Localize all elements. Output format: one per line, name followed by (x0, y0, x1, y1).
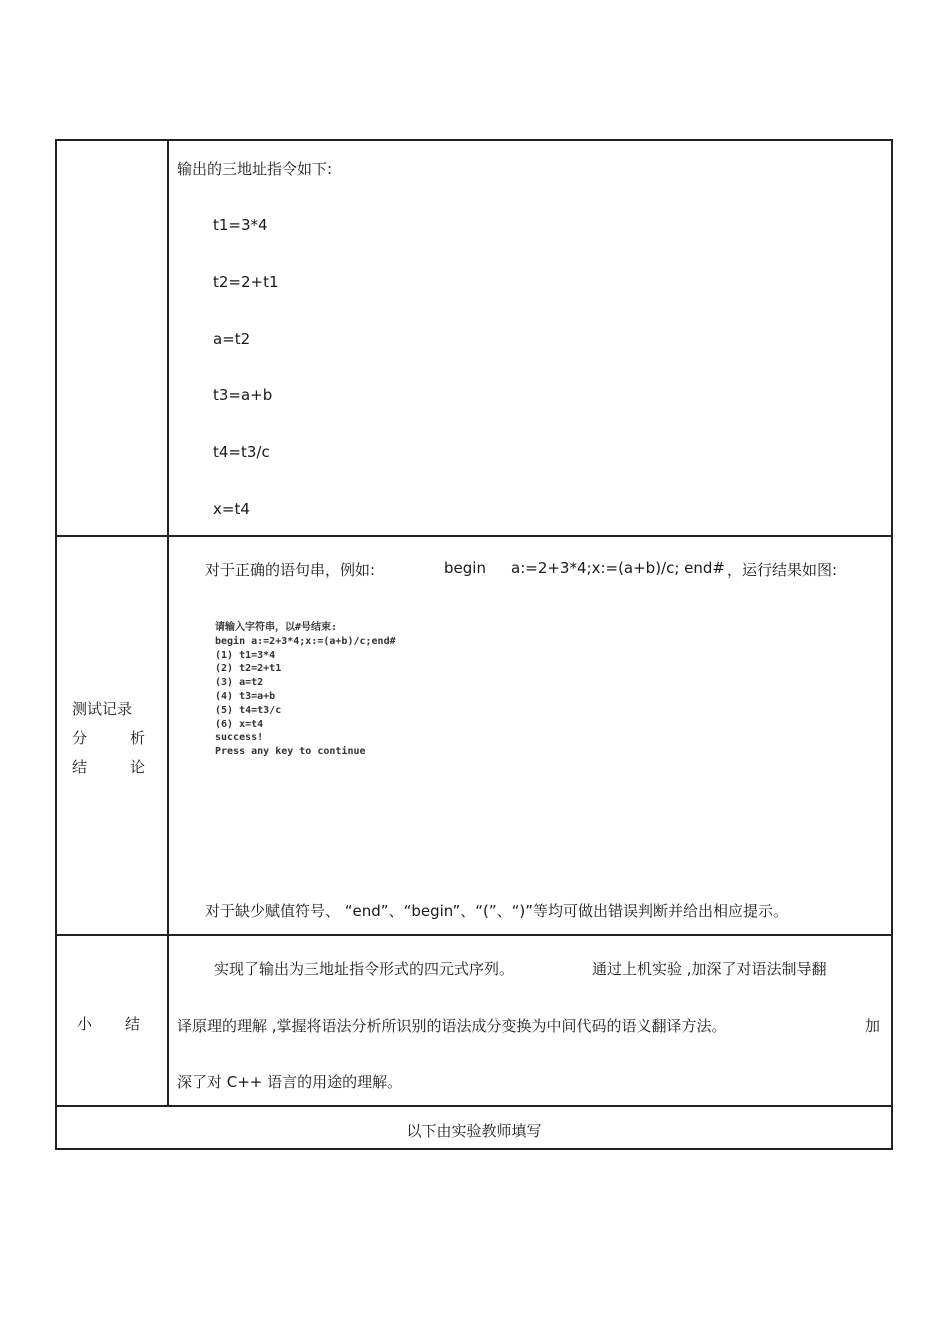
console-line: 请输入字符串，以#号结束: (215, 622, 338, 633)
summary-line: 通过上机实验 ,加深了对语法制导翻 (592, 960, 827, 978)
console-line: Press any key to continue (215, 746, 366, 758)
table-border-bottom (55, 1148, 893, 1150)
console-line: (4) t3=a+b (215, 690, 276, 702)
table-border-right (891, 139, 893, 1150)
row1-heading: 输出的三地址指令如下: (177, 160, 333, 178)
console-line: success! (215, 732, 264, 744)
row2-label-char: 论 (130, 758, 146, 776)
console-line: begin a:=2+3*4;x:=(a+b)/c;end# (215, 635, 396, 647)
report-table (55, 139, 893, 1150)
row2-intro-suffix: ，运行结果如图: (727, 561, 838, 579)
row2-label-char: 析 (130, 729, 146, 747)
console-line: (5) t4=t3/c (215, 704, 282, 716)
row-divider (55, 934, 893, 936)
console-output-image (215, 621, 515, 761)
summary-line: 深了对 C++ 语言的用途的理解。 (177, 1073, 403, 1091)
summary-line: 译原理的理解 ,掌握将语法分析所识别的语法成分变换为中间代码的语义翻译方法。 (177, 1017, 727, 1035)
tac-line: t3=a+b (213, 386, 273, 404)
row2-label-char: 分 (72, 729, 88, 747)
row-divider (55, 1105, 893, 1107)
teacher-fill-row: 以下由实验教师填写 (406, 1122, 542, 1140)
console-line: (2) t2=2+t1 (215, 663, 282, 675)
row2-intro-text: 对于正确的语句串，例如: (205, 561, 376, 579)
summary-line: 加 (865, 1017, 881, 1035)
row2-intro-keyword: begin (444, 559, 486, 577)
console-line: (6) x=t4 (215, 718, 264, 730)
table-border-left (55, 139, 57, 1150)
row-divider (55, 535, 893, 537)
tac-line: x=t4 (213, 500, 250, 518)
column-divider (167, 139, 169, 1107)
row2-footer-text: 对于缺少赋值符号、 “end”、“begin”、“(”、“)”等均可做出错误判断并给出相应提示。 (205, 902, 789, 920)
row3-label-char: 小 (77, 1015, 93, 1033)
summary-line: 实现了输出为三地址指令形式的四元式序列。 (214, 960, 515, 978)
tac-line: t1=3*4 (213, 216, 268, 234)
tac-line: t2=2+t1 (213, 273, 279, 291)
tac-line: t4=t3/c (213, 443, 270, 461)
console-line: (3) a=t2 (215, 677, 264, 689)
tac-line: a=t2 (213, 330, 251, 348)
console-line: (1) t1=3*4 (215, 649, 276, 661)
row2-label-line1: 测试记录 (72, 700, 133, 718)
row2-intro-expression: a:=2+3*4;x:=(a+b)/c; end# (511, 559, 725, 577)
row2-label-char: 结 (72, 758, 88, 776)
table-border-top (55, 139, 893, 141)
row3-label-char: 结 (125, 1015, 141, 1033)
